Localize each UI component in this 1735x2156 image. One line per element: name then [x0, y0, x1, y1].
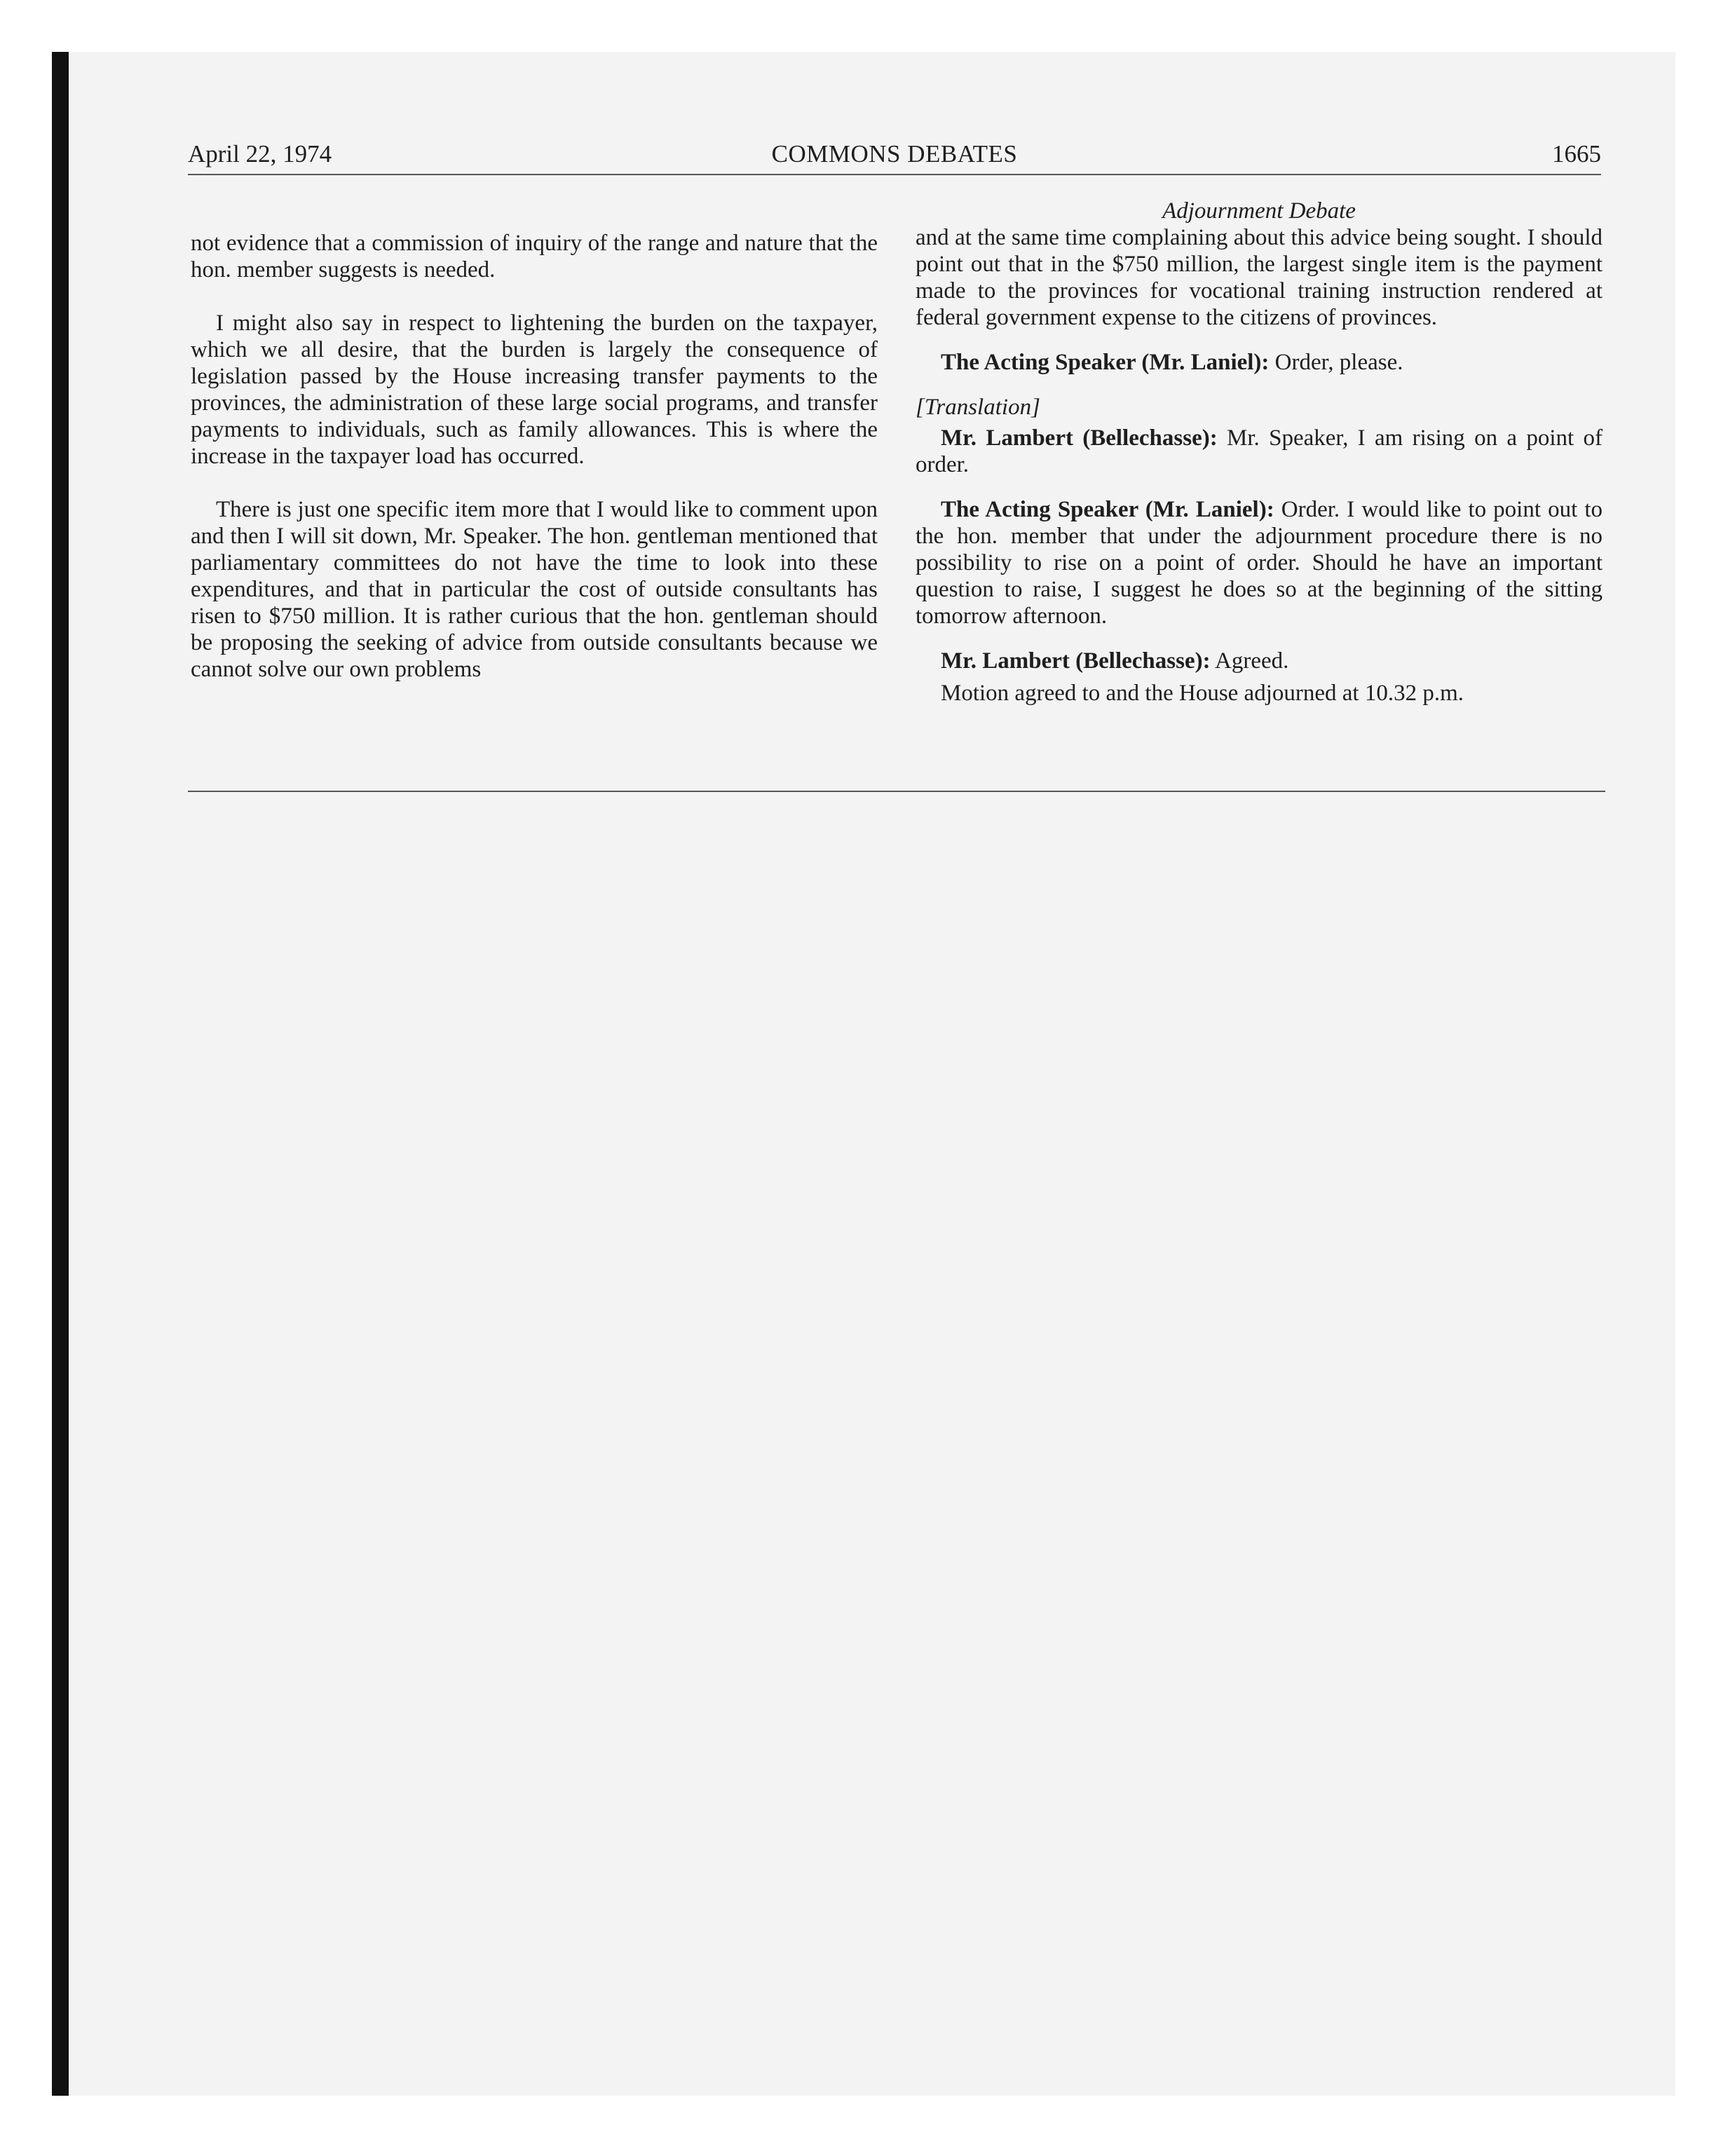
header-rule — [188, 174, 1601, 175]
speech-text: Order, please. — [1269, 350, 1403, 375]
speaker-name: Mr. Lambert (Bellechasse): — [941, 648, 1211, 674]
footer-rule — [188, 791, 1605, 792]
right-column — [916, 198, 1603, 707]
speaker-name: The Acting Speaker (Mr. Laniel): — [941, 350, 1270, 375]
page-header — [188, 137, 1601, 171]
scan-edge — [52, 52, 69, 2096]
left-column — [191, 230, 878, 683]
left-paragraph-3: There is just one specific item more that I would like to comment upon and then I will sit down, Mr. Speaker. The hon. gentleman mentioned that parliamentary committees do not have the time to look into these expenditures, and that in particular the cost of outside consultants has risen to $750 million. It is rather curious that the hon. gentleman should be proposing the seeking of advice from outside consultants because we cannot solve our own problems — [191, 497, 878, 682]
header-date: April 22, 1974 — [188, 140, 332, 168]
page-number: 1665 — [1552, 140, 1601, 168]
right-paragraph-1: and at the same time complaining about this advice being sought. I should point out that in the $750 million, the largest single item is the payment made to the provinces for vocational training instruction rendered at federal government expense to the citizens of provinces. — [916, 225, 1603, 330]
speech-4 — [916, 648, 1603, 674]
left-paragraph-2: I might also say in respect to lightening the burden on the taxpayer, which we all desire, that the burden is largely the consequence of legislation passed by the House increasing transfer payments to the provinces, the administration of these large social programs, and transfer payments to individuals, such as family allowances. This is where the increase in the taxpayer load has occurred. — [191, 311, 878, 469]
left-paragraph-1: not evidence that a commission of inquiry of the range and nature that the hon. member suggests is needed. — [191, 231, 878, 282]
header-title: COMMONS DEBATES — [771, 140, 1018, 168]
closing-line: Motion agreed to and the House adjourned at 10.32 p.m. — [941, 681, 1464, 706]
speech-text: Mr. Speaker, I am rising on a point of order. — [916, 425, 1603, 477]
translation-label: [Translation] — [916, 395, 1040, 420]
speech-2 — [916, 425, 1603, 478]
speech-text: Agreed. — [1210, 648, 1289, 674]
section-title: Adjournment Debate — [1162, 198, 1356, 224]
speech-text: Order. I would like to point out to the hon. member that under the adjournment procedure there is no possibility to rise on a point of order. Should he have an important question to raise, I suggest he does so at the beginning of the sitting tomorrow afternoon. — [916, 497, 1603, 629]
speaker-name: The Acting Speaker (Mr. Laniel): — [941, 497, 1274, 522]
speech-1 — [916, 349, 1603, 376]
speaker-name: Mr. Lambert (Bellechasse): — [941, 425, 1218, 451]
speech-3 — [916, 496, 1603, 629]
